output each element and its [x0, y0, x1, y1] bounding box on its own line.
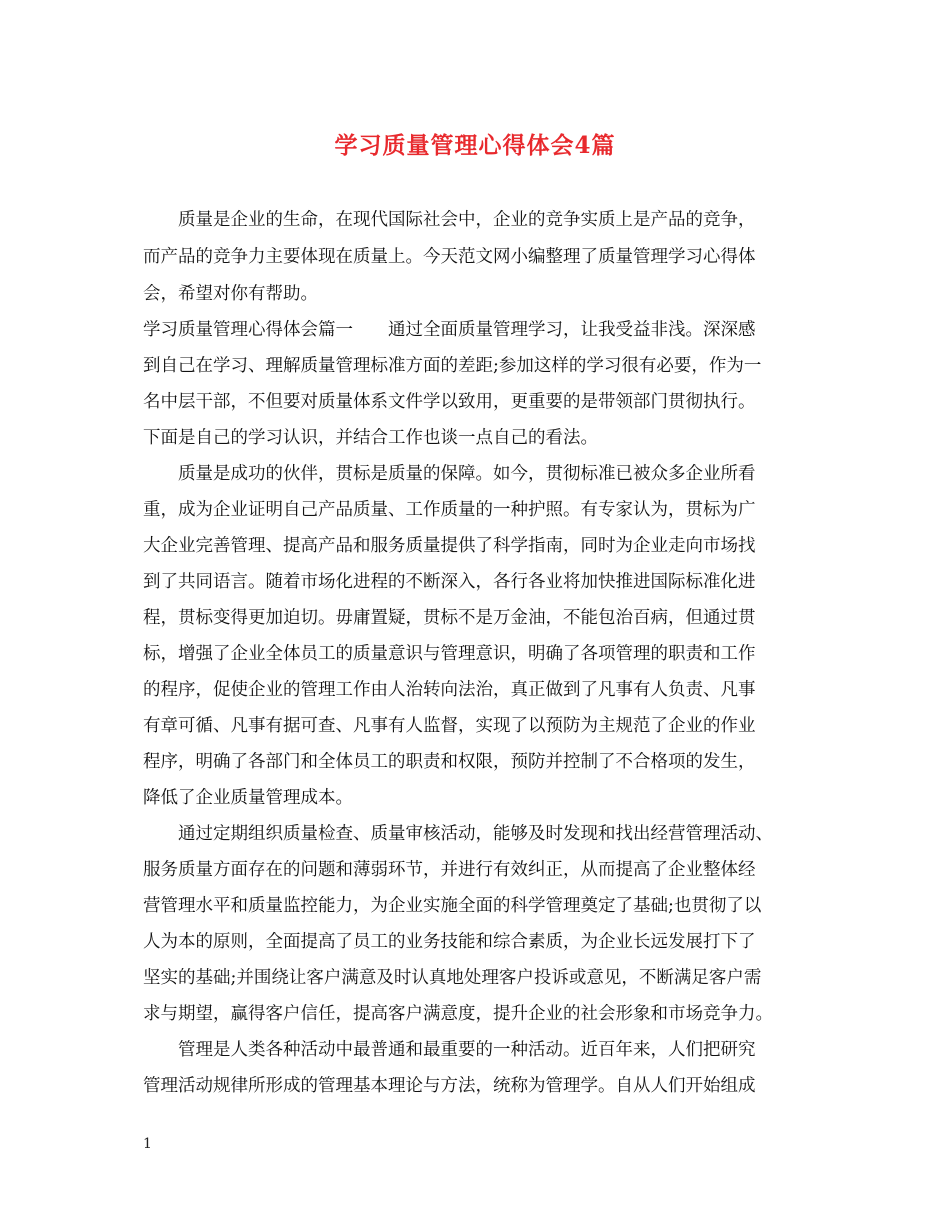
text-line: 管理活动规律所形成的管理基本理论与方法，统称为管理学。自从人们开始组成 — [143, 1076, 756, 1096]
text-line: 求与期望，赢得客户信任，提高客户满意度，提升企业的社会形象和市场竞争力。 — [143, 1004, 773, 1024]
text-line: 质量是企业的生命，在现代国际社会中，企业的竞争实质上是产品的竞争， — [178, 210, 756, 230]
text-line: 有章可循、凡事有据可查、凡事有人监督，实现了以预防为主规范了企业的作业 — [143, 716, 756, 736]
page-number: 1 — [143, 1136, 152, 1152]
text-line: 大企业完善管理、提高产品和服务质量提供了科学指南，同时为企业走向市场找 — [143, 536, 756, 556]
text-line: 坚实的基础;并围绕让客户满意及时认真地处理客户投诉或意见，不断满足客户需 — [143, 968, 762, 988]
text-line: 到自己在学习、理解质量管理标准方面的差距;参加这样的学习很有必要，作为一 — [143, 356, 762, 376]
text-line: 重，成为企业证明自己产品质量、工作质量的一种护照。有专家认为，贯标为广 — [143, 500, 756, 520]
text-line: 而产品的竞争力主要体现在质量上。今天范文网小编整理了质量管理学习心得体 — [143, 247, 756, 267]
text-line: 服务质量方面存在的问题和薄弱环节，并进行有效纠正，从而提高了企业整体经 — [143, 860, 756, 880]
text-line: 降低了企业质量管理成本。 — [143, 788, 353, 808]
text-line: 名中层干部，不但要对质量体系文件学以致用，更重要的是带领部门贯彻执行。 — [143, 392, 756, 412]
text-line: 到了共同语言。随着市场化进程的不断深入，各行各业将加快推进国际标准化进 — [143, 572, 756, 592]
text-line: 会，希望对你有帮助。 — [143, 284, 318, 304]
text-line: 程序，明确了各部门和全体员工的职责和权限，预防并控制了不合格项的发生， — [143, 752, 756, 772]
text-line: 营管理水平和质量监控能力，为企业实施全面的科学管理奠定了基础;也贯彻了以 — [143, 896, 762, 916]
text-line: 的程序，促使企业的管理工作由人治转向法治，真正做到了凡事有人负责、凡事 — [143, 680, 756, 700]
document-title: 学习质量管理心得体会4篇 — [334, 132, 616, 159]
text-line: 人为本的原则，全面提高了员工的业务技能和综合素质，为企业长远发展打下了 — [143, 932, 756, 952]
text-line: 标，增强了企业全体员工的质量意识与管理意识，明确了各项管理的职责和工作 — [143, 644, 756, 664]
text-line: 通过定期组织质量检查、质量审核活动，能够及时发现和找出经营管理活动、 — [178, 824, 773, 844]
text-line: 学习质量管理心得体会篇一 通过全面质量管理学习，让我受益非浅。深深感 — [143, 320, 756, 340]
text-line: 管理是人类各种活动中最普通和最重要的一种活动。近百年来，人们把研究 — [178, 1040, 756, 1060]
text-line: 质量是成功的伙伴，贯标是质量的保障。如今，贯彻标准已被众多企业所看 — [178, 464, 756, 484]
text-line: 下面是自己的学习认识，并结合工作也谈一点自己的看法。 — [143, 428, 598, 448]
text-line: 程，贯标变得更加迫切。毋庸置疑，贯标不是万金油，不能包治百病，但通过贯 — [143, 608, 756, 628]
